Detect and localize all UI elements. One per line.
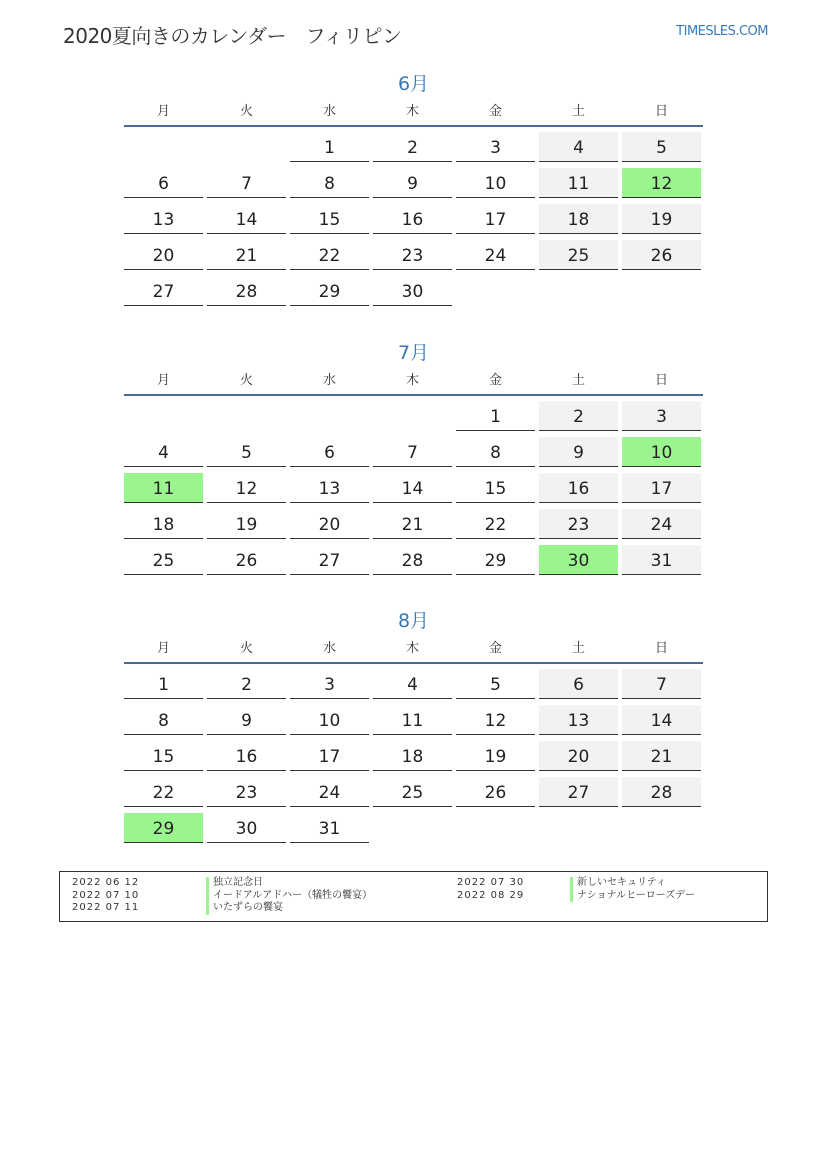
day-cell[interactable]: 9 <box>207 705 286 735</box>
weekday-label: 日 <box>654 373 668 388</box>
empty-cell <box>124 401 203 431</box>
page-title: 2020夏向きのカレンダー フィリピン <box>63 24 402 48</box>
day-cell[interactable]: 11 <box>373 705 452 735</box>
weekday-header <box>124 636 703 664</box>
holiday-day-cell[interactable]: 11 <box>124 473 203 503</box>
weekday-label: 木 <box>405 104 419 119</box>
day-cell[interactable]: 2 <box>207 669 286 699</box>
day-cell[interactable]: 3 <box>622 401 701 431</box>
holiday-day-cell[interactable]: 10 <box>622 437 701 467</box>
day-cell[interactable]: 30 <box>207 813 286 843</box>
day-cell[interactable]: 29 <box>290 276 369 306</box>
day-cell[interactable]: 14 <box>207 204 286 234</box>
day-cell[interactable]: 15 <box>290 204 369 234</box>
holiday-legend <box>59 871 768 922</box>
day-cell[interactable]: 14 <box>373 473 452 503</box>
legend-item <box>457 890 695 903</box>
day-cell[interactable]: 25 <box>539 240 618 270</box>
empty-cell <box>290 401 369 431</box>
day-cell[interactable]: 2 <box>539 401 618 431</box>
day-cell[interactable]: 8 <box>456 437 535 467</box>
month-june <box>124 69 703 306</box>
day-cell[interactable]: 8 <box>124 705 203 735</box>
month-july <box>124 338 703 575</box>
day-cell[interactable]: 16 <box>373 204 452 234</box>
day-cell[interactable]: 20 <box>290 509 369 539</box>
holiday-day-cell[interactable]: 12 <box>622 168 701 198</box>
day-cell[interactable]: 31 <box>622 545 701 575</box>
weekday-label: 月 <box>156 641 170 656</box>
day-cell[interactable]: 27 <box>539 777 618 807</box>
legend-date: 2022 07 10 <box>72 889 140 901</box>
day-cell[interactable]: 19 <box>456 741 535 771</box>
day-cell[interactable]: 18 <box>373 741 452 771</box>
day-cell[interactable]: 16 <box>539 473 618 503</box>
weekday-label: 日 <box>654 104 668 119</box>
day-cell[interactable]: 12 <box>456 705 535 735</box>
day-cell[interactable]: 6 <box>539 669 618 699</box>
day-cell[interactable]: 20 <box>539 741 618 771</box>
day-cell[interactable]: 29 <box>456 545 535 575</box>
day-cell[interactable]: 28 <box>373 545 452 575</box>
weekday-label: 木 <box>405 373 419 388</box>
day-cell[interactable]: 10 <box>290 705 369 735</box>
weekday-header <box>124 99 703 127</box>
day-cell[interactable]: 5 <box>456 669 535 699</box>
weekday-label: 土 <box>571 641 585 656</box>
day-cell[interactable]: 4 <box>539 132 618 162</box>
weekday-label: 水 <box>322 641 336 656</box>
weekday-label: 月 <box>156 104 170 119</box>
day-cell[interactable]: 3 <box>290 669 369 699</box>
day-cell[interactable]: 13 <box>124 204 203 234</box>
day-cell[interactable]: 14 <box>622 705 701 735</box>
day-cell[interactable]: 4 <box>124 437 203 467</box>
legend-item <box>457 877 695 890</box>
day-cell[interactable]: 9 <box>373 168 452 198</box>
weekday-label: 火 <box>239 641 253 656</box>
day-cell[interactable]: 16 <box>207 741 286 771</box>
weekday-label: 土 <box>571 104 585 119</box>
day-cell[interactable]: 20 <box>124 240 203 270</box>
weekday-label: 火 <box>239 373 253 388</box>
day-cell[interactable]: 22 <box>124 777 203 807</box>
day-cell[interactable]: 21 <box>207 240 286 270</box>
legend-date: 2022 08 29 <box>457 889 525 901</box>
day-cell[interactable]: 1 <box>124 669 203 699</box>
weekday-label: 水 <box>322 373 336 388</box>
day-cell[interactable]: 18 <box>124 509 203 539</box>
day-cell[interactable]: 19 <box>622 204 701 234</box>
day-cell[interactable]: 25 <box>124 545 203 575</box>
holiday-day-cell[interactable]: 30 <box>539 545 618 575</box>
day-cell[interactable]: 9 <box>539 437 618 467</box>
day-cell[interactable]: 24 <box>290 777 369 807</box>
empty-cell <box>373 401 452 431</box>
legend-holiday-name: イードアルアドハー（犠牲の饗宴） <box>206 890 372 903</box>
day-cell[interactable]: 24 <box>456 240 535 270</box>
day-cell[interactable]: 18 <box>539 204 618 234</box>
day-cell[interactable]: 17 <box>456 204 535 234</box>
legend-column <box>72 877 372 915</box>
brand-logo[interactable]: TIMESLES.COM <box>676 24 768 39</box>
weekday-label: 金 <box>488 373 502 388</box>
day-cell[interactable]: 1 <box>456 401 535 431</box>
legend-holiday-name: いたずらの饗宴 <box>206 902 283 915</box>
day-cell[interactable]: 8 <box>290 168 369 198</box>
day-cell[interactable]: 28 <box>207 276 286 306</box>
day-grid <box>124 401 703 575</box>
empty-cell <box>124 132 203 162</box>
day-cell[interactable]: 7 <box>622 669 701 699</box>
empty-cell <box>207 132 286 162</box>
day-cell[interactable]: 23 <box>207 777 286 807</box>
day-cell[interactable]: 21 <box>622 741 701 771</box>
day-cell[interactable]: 24 <box>622 509 701 539</box>
legend-item <box>72 877 372 890</box>
day-cell[interactable]: 26 <box>207 545 286 575</box>
empty-cell <box>207 401 286 431</box>
day-cell[interactable]: 22 <box>456 509 535 539</box>
month-title: 8月 <box>397 610 430 632</box>
day-cell[interactable]: 4 <box>373 669 452 699</box>
weekday-header <box>124 368 703 396</box>
day-cell[interactable]: 15 <box>456 473 535 503</box>
holiday-day-cell[interactable]: 29 <box>124 813 203 843</box>
day-cell[interactable]: 22 <box>290 240 369 270</box>
day-cell[interactable]: 7 <box>207 168 286 198</box>
weekday-label: 土 <box>571 373 585 388</box>
day-cell[interactable]: 26 <box>622 240 701 270</box>
month-title: 7月 <box>397 342 430 364</box>
day-cell[interactable]: 21 <box>373 509 452 539</box>
legend-date: 2022 07 30 <box>457 877 525 888</box>
day-grid <box>124 669 703 843</box>
day-cell[interactable]: 23 <box>539 509 618 539</box>
day-cell[interactable]: 28 <box>622 777 701 807</box>
day-cell[interactable]: 15 <box>124 741 203 771</box>
day-cell[interactable]: 13 <box>290 473 369 503</box>
month-title: 6月 <box>397 73 430 95</box>
month-august <box>124 606 703 843</box>
day-cell[interactable]: 27 <box>124 276 203 306</box>
day-cell[interactable]: 7 <box>373 437 452 467</box>
weekday-label: 金 <box>488 104 502 119</box>
legend-date: 2022 06 12 <box>72 877 140 888</box>
day-cell[interactable]: 3 <box>456 132 535 162</box>
day-cell[interactable]: 6 <box>290 437 369 467</box>
weekday-label: 金 <box>488 641 502 656</box>
day-grid <box>124 132 703 306</box>
day-cell[interactable]: 27 <box>290 545 369 575</box>
day-cell[interactable]: 6 <box>124 168 203 198</box>
weekday-label: 水 <box>322 104 336 119</box>
legend-date: 2022 07 11 <box>72 902 140 914</box>
day-cell[interactable]: 2 <box>373 132 452 162</box>
legend-item <box>72 890 372 903</box>
day-cell[interactable]: 13 <box>539 705 618 735</box>
weekday-label: 火 <box>239 104 253 119</box>
day-cell[interactable]: 17 <box>290 741 369 771</box>
legend-holiday-name: 新しいセキュリティ <box>570 877 666 890</box>
day-cell[interactable]: 31 <box>290 813 369 843</box>
day-cell[interactable]: 11 <box>539 168 618 198</box>
day-cell[interactable]: 17 <box>622 473 701 503</box>
weekday-label: 日 <box>654 641 668 656</box>
day-cell[interactable]: 26 <box>456 777 535 807</box>
day-cell[interactable]: 10 <box>456 168 535 198</box>
day-cell[interactable]: 25 <box>373 777 452 807</box>
day-cell[interactable]: 23 <box>373 240 452 270</box>
day-cell[interactable]: 5 <box>207 437 286 467</box>
legend-item <box>72 902 372 915</box>
day-cell[interactable]: 12 <box>207 473 286 503</box>
day-cell[interactable]: 19 <box>207 509 286 539</box>
day-cell[interactable]: 30 <box>373 276 452 306</box>
legend-column <box>457 877 695 902</box>
weekday-label: 木 <box>405 641 419 656</box>
day-cell[interactable]: 5 <box>622 132 701 162</box>
legend-holiday-name: 独立記念日 <box>206 877 263 890</box>
day-cell[interactable]: 1 <box>290 132 369 162</box>
legend-holiday-name: ナショナルヒーローズデー <box>570 890 695 903</box>
weekday-label: 月 <box>156 373 170 388</box>
